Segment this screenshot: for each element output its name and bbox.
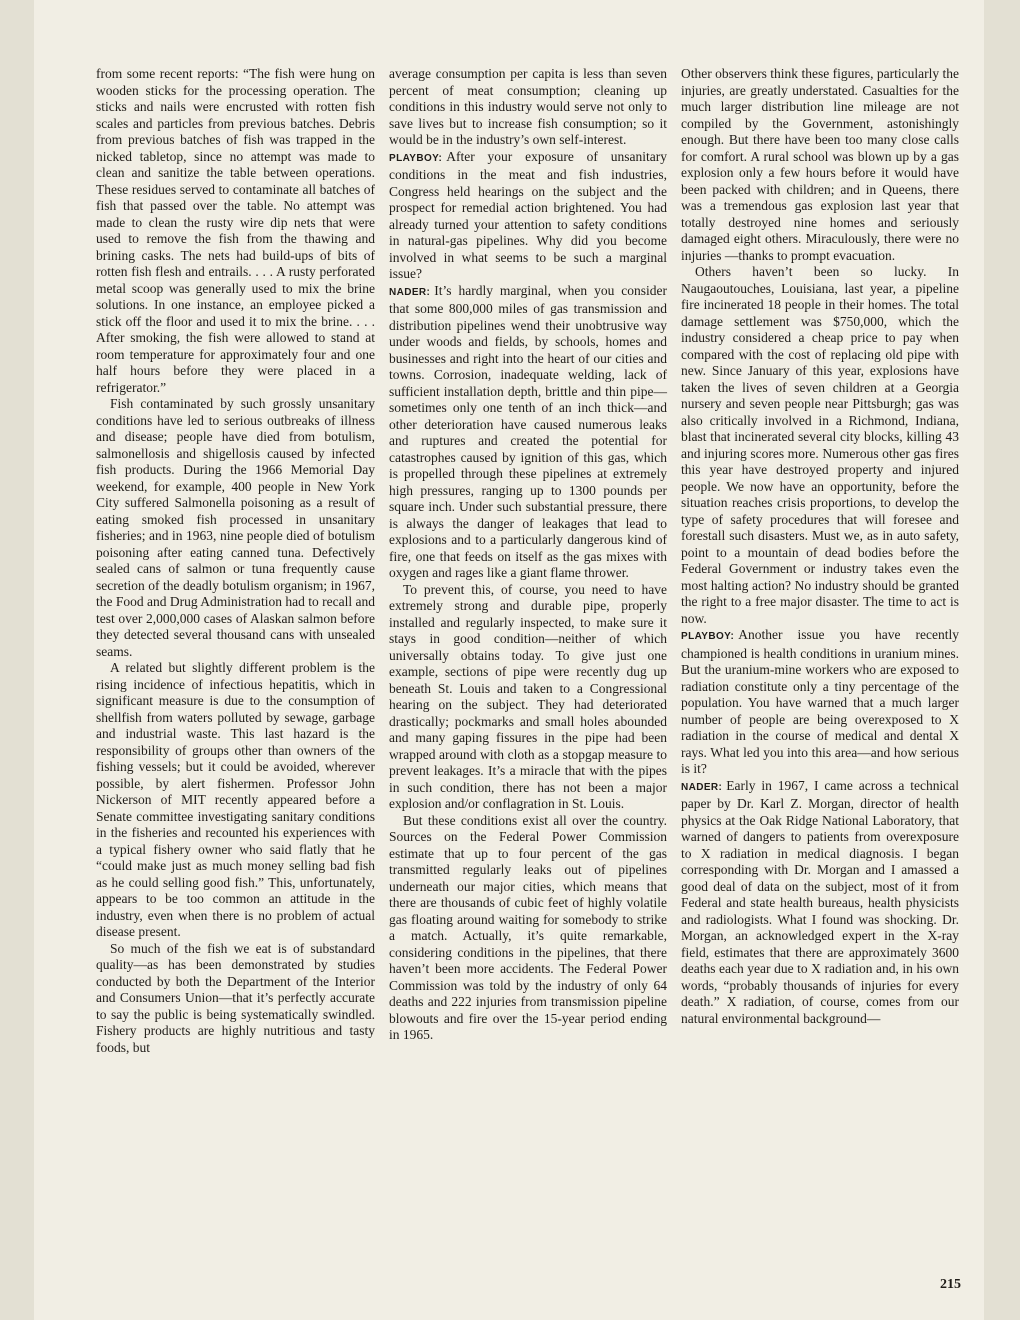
text-column-3	[681, 66, 959, 1027]
paragraph	[389, 283, 667, 582]
paragraph-text: So much of the fish we eat is of substandard quality—as has been demonstrated by studies conducted by both the Department of the Interior and Consumers Union—that it’s perfectly accurate to say the public is being systematically swindled. Fishery products are highly nutritious and tasty foods, but	[96, 940, 375, 1055]
paragraph	[389, 582, 667, 813]
magazine-page	[34, 0, 984, 1320]
text-column-1	[96, 66, 375, 1056]
paragraph-text: It’s hardly marginal, when you consider that some 800,000 miles of gas transmission and distribution pipelines wend their unobtrusive way under woods and fields, by schools, homes and businesses and right into the heart of our cities and towns. Corrosion, inadequate welding, lack of sufficient installation depth, brittle and thin pipe—sometimes only one tenth of an inch thick—and other deterioration have caused numerous leaks and ruptures and created the potential for catastrophes caused by ignition of this gas, which is propelled through these pipelines at extremely high pressures, ranging up to 1300 pounds per square inch. Under such substantial pressure, there is always the danger of leakages that lead to explosions and to a particularly dangerous kind of fire, one that feeds on itself as the gas mixes with oxygen and rages like a giant flame thrower.	[389, 282, 667, 580]
paragraph	[96, 941, 375, 1057]
paragraph-text: average consumption per capita is less than seven percent of meat consumption; cleaning up conditions in this industry would serve not only to save lives but to increase fish consumption; so it would be in the industry’s own self-interest.	[389, 66, 667, 147]
paragraph-text: from some recent reports: “The fish were hung on wooden sticks for the processing operation. The sticks and nails were encrusted with rotten fish scales and particles from previous batches. Debris from previous batches of fish was trapped in the nicked tabletop, since no attempt was made to clean and sanitize the table between operations. These residues served to contaminate all batches of fish that passed over the table. No attempt was made to clean the rusty wire dip nets that were used to remove the fish from the thawing and brining casks. The nets had build-ups of bits of rotten fish flesh and entrails. . . . A rusty perforated metal scoop was generally used to mix the brine solutions. In one instance, an employee picked a stick off the floor and used it to mix the brine. . . . After smoking, the fish were allowed to stand at room temperature for approximately four and one half hours before they were placed in a refrigerator.”	[96, 66, 375, 395]
speaker-label: PLAYBOY:	[389, 152, 443, 164]
paragraph-text: But these conditions exist all over the country. Sources on the Federal Power Commission estimate that up to four percent of the gas transmitted regularly leaks out of pipelines underneath our major cities, which means that there are thousands of cubic feet of highly volatile gas floating around waiting for somebody to strike a match. Actually, it’s quite remarkable, considering conditions in the pipelines, that there haven’t been more accidents. The Federal Power Commission was told by the industry of only 64 deaths and 222 injuries from transmission pipeline blowouts and fire over the 15-year period ending in 1965.	[389, 812, 667, 1042]
paragraph-text: A related but slightly different problem is the rising incidence of infectious hepatitis, which in significant measure is due to the consumption of shellfish from waters polluted by sewage, garbage and industrial waste. This last hazard is the responsibility of groups other than owners of the fishing vessels; but it could be avoided, wherever possible, by alert fishermen. Professor John Nickerson of MIT recently appeared before a Senate committee investigating sanitary conditions in the fisheries and recounted his experiences with a typical fishery owner who said flatly that he “could make just as much money selling bad fish as he could selling good fish.” This, unfortunately, appears to be too common an attitude in the industry, even when there is no problem of actual disease present.	[96, 660, 375, 939]
paragraph	[681, 264, 959, 627]
paragraph	[681, 66, 959, 264]
paragraph	[96, 396, 375, 660]
paragraph-text: Fish contaminated by such grossly unsanitary conditions have led to serious outbreaks of illness and disease; people have died from botulism, salmonellosis and shigellosis caused by infected fish products. During the 1966 Memorial Day weekend, for example, 400 people in New York City suffered Salmonella poisoning as a result of eating smoked fish processed in unsanitary fisheries; and in 1963, nine people died of botulism poisoning after eating canned tuna. Defectively sealed cans of salmon or tuna frequently cause secretion of the deadly botulism organism; in 1967, the Food and Drug Administration had to recall and test over 2,000,000 cases of Alaskan salmon before they detected several thousand cans with unsealed seams.	[96, 396, 375, 659]
paragraph	[681, 778, 959, 1028]
speaker-label: NADER:	[681, 781, 723, 793]
paragraph	[389, 149, 667, 283]
paragraph	[96, 660, 375, 941]
paragraph-text: Another issue you have recently championed is health conditions in uranium mines. But the uranium-mine workers who are exposed to radiation constitute only a tiny percentage of the population. You have warned that a much larger number of people are being overexposed to X radiation in the course of medical and dental X rays. What led you into this area—and how serious is it?	[681, 627, 959, 776]
paragraph-text: Other observers think these figures, particularly the injuries, are greatly understated. Casualties for the much larger distribution line mileage are not compiled by the Government, astonishingly enough. But there have been too many close calls for comfort. A rural school was blown up by a gas explosion only a few hours before it would have been packed with children; and in Queens, there was a tremendous gas explosion last year that totally destroyed nine homes and seriously damaged eight others. Miraculously, there were no injuries —thanks to prompt evacuation.	[681, 66, 959, 263]
paragraph	[681, 627, 959, 778]
text-column-2	[389, 66, 667, 1044]
paragraph-text: After your exposure of unsanitary conditions in the meat and fish industries, Congress held hearings on the subject and the prospect for remedial action brightened. You had already turned your attention to safety conditions in natural-gas pipelines. Why did you become involved in what seems to be such a marginal issue?	[389, 148, 667, 281]
paragraph-text: Early in 1967, I came across a technical paper by Dr. Karl Z. Morgan, director of health physics at the Oak Ridge National Laboratory, that warned of dangers to patients from overexposure to X radiation in medical diagnosis. I began corresponding with Dr. Morgan and I amassed a good deal of data on the subject, most of it from Federal and state health bureaus, health physicists and radiologists. What I found was shocking. Dr. Morgan, an acknowledged expert in the X-ray field, estimates that there are approximately 3600 deaths each year due to X radiation and, in his own words, “probably thousands of injuries for every death.” X radiation, of course, comes from our natural environmental background—	[681, 777, 959, 1026]
page-number: 215	[940, 1277, 961, 1292]
speaker-label: PLAYBOY:	[681, 631, 735, 642]
paragraph	[389, 66, 667, 149]
paragraph	[96, 66, 375, 396]
paragraph	[389, 813, 667, 1044]
paragraph-text: To prevent this, of course, you need to have extremely strong and durable pipe, properly installed and regularly inspected, to make sure it stays in good condition—neither of which universally obtains today. To give just one example, sections of pipe were recently dug up beneath St. Louis and taken to a Congressional hearing on the subject. They had deteriorated drastically; pockmarks and small holes abounded and many gaping fissures in the pipe had been wrapped around with cloth as a stopgap measure to prevent leakages. It’s a miracle that with the pipes in such condition, there has not been a major explosion and/or conflagration in St. Louis.	[389, 581, 667, 811]
paragraph-text: Others haven’t been so lucky. In Naugaoutouches, Louisiana, last year, a pipeline fire incinerated 18 people in their homes. The total damage settlement was $750,000, which the industry considered a cheap price to pay when compared with the cost of replacing old pipe with new. Since January of this year, explosions have taken the lives of seven children at a Georgia nursery and seven people near Pittsburgh; gas was also critically involved in a Richmond, Indiana, blast that incinerated several city blocks, killing 43 and injuring scores more. Numerous other gas fires this year have destroyed property and injured people. We now have an opportunity, before the situation reaches crisis proportions, to develop the type of safety procedures that will foresee and forestall such disasters. Must we, as in auto safety, point to a mountain of dead bodies before the Federal Government or industry takes even the most halting action? No industry should be granted the right to a free major disaster. The time to act is now.	[681, 264, 959, 626]
speaker-label: NADER:	[389, 286, 431, 298]
